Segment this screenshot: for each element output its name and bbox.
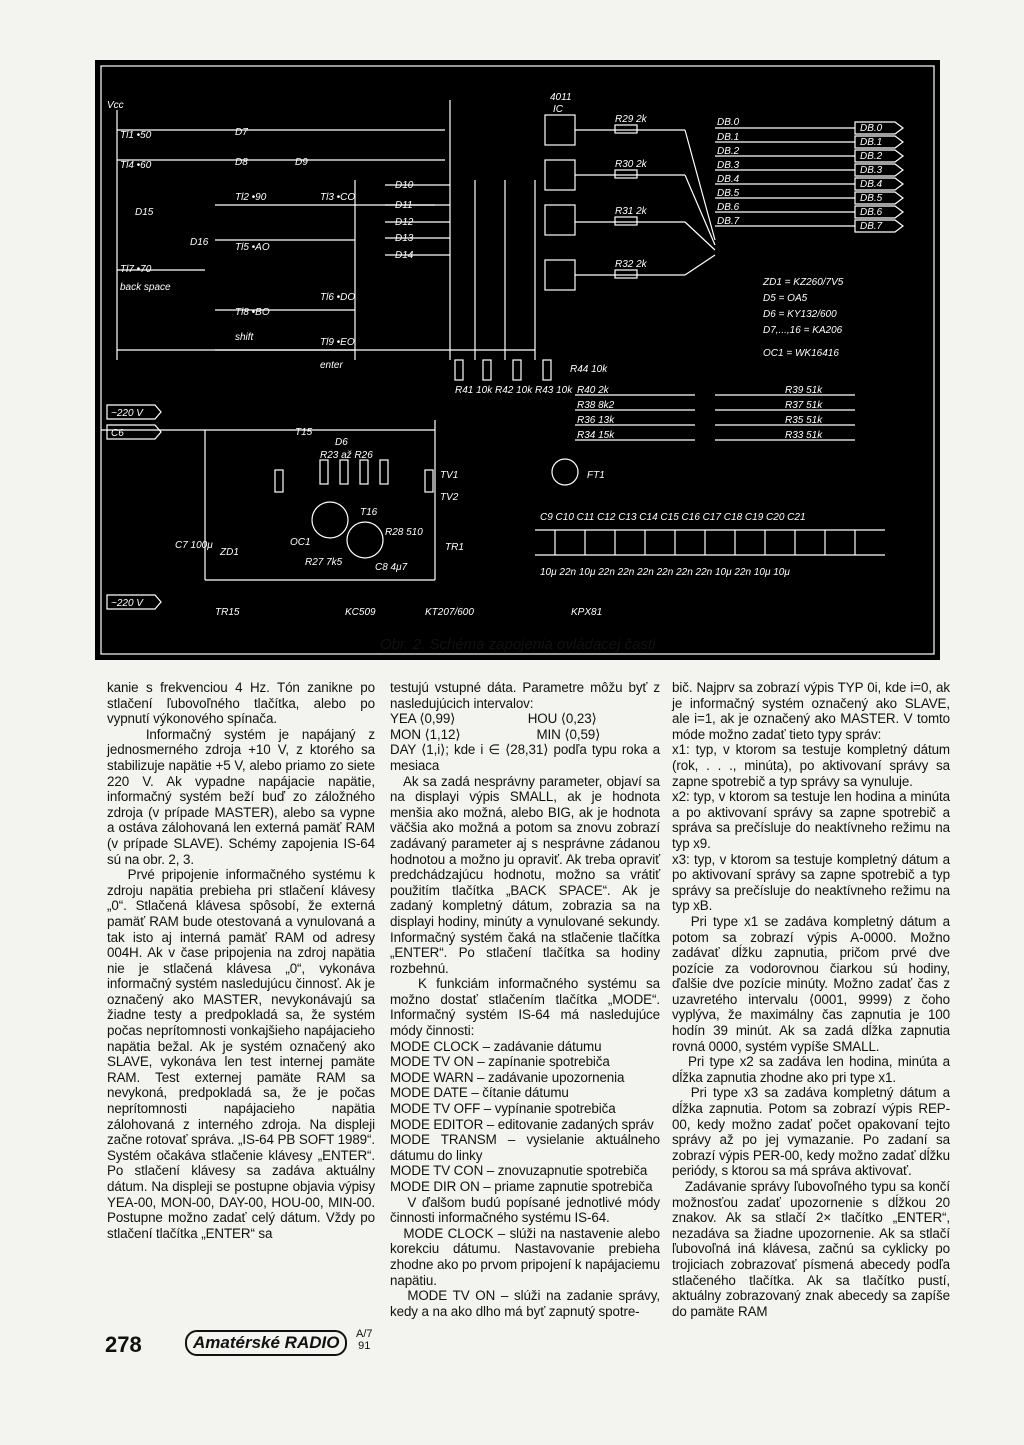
caps-label: C9 C10 C11 C12 C13 C14 C15 C16 C17 C18 C19 C20 C21 <box>540 512 806 523</box>
paragraph: Ak sa zadá nesprávny parameter, objaví sa na displayi výpis SMALL, ak je hodnota menšia ako možná, alebo BIG, ak je hodnota väčšia ako možná a potom sa znovu zobrazí zadávaný parameter aj s nesprávne zádanou hodnotou a možno ju opraviť. Ak treba opraviť predchádzajúcu hodnotu, možno sa vrátiť použitím tlačítka „BACK SPACE“. Ak je zadaný kompletný dátum, zobrazia sa na displayi hodiny, minúty a vynulované sekundy. Informačný systém čaká na stlačenie tlačítka „ENTER“. Po stlačení tlačítka sa hodiny rozbehnú. <box>390 773 664 976</box>
legend-line: D6 = KY132/600 <box>763 309 837 320</box>
connector-label: DB.7 <box>860 221 883 232</box>
key-label: back space <box>120 282 171 293</box>
legend-line: ZD1 = KZ260/7V5 <box>763 277 844 288</box>
key-label: Tl7 •70 <box>120 264 152 275</box>
resistor-label: R32 2k <box>615 259 647 270</box>
paragraph: Prvé pripojenie informačného systému k zdroju napätia prebieha pri stlačení klávesy „0“. Stlačená klávesa spôsobí, že externá pamäť RAM bude otestovaná a vynulovaná a tak isto aj interná pamäť RAM od adresy 004H. Ak v čase pripojenia na zdroj napätia nie je stlačená klávesa „0“, vykonáva informačný systém nasledujúcu činnosť. Ak je označený ako MASTER, nevykonávajú sa žiadne testy a predpokladá sa, že systém počas neprítomnosti vonkajšieho napájacieho napätia bežal. Ak je systém označený ako SLAVE, vykonáva len test internej pamäte RAM. Test externej pamäte RAM sa nevykoná, predpokladá sa, že je počas neprítomnosti napájacieho napätia zálohovaná z interného zdroja. Na displeji začne rotovať správa. „IS-64 PB SOFT 1989“. Systém očakáva stlačenie klávesy „ENTER“. Po stlačení klávesy sa zadáva aktuálny dátum. Na displeji se postupne objavia výpisy YEA-00, MON-00, DAY-00, HOU-00, MIN-00. Postupne možno zadať celý dátum. Vždy po stlačení tlačítka „ENTER“ sa <box>107 867 379 1241</box>
resistor-label: R36 13k <box>577 415 615 426</box>
text-column-2 <box>390 680 664 1319</box>
bus-label: DB.1 <box>717 132 740 143</box>
paragraph: V ďalšom budú popísané jednotlivé módy činnosti informačného systému IS-64. <box>390 1194 664 1226</box>
power-label: ~220 V <box>111 598 143 609</box>
part-label: R23 až R26 <box>320 450 373 461</box>
figure-caption: Obr. 2. Schéma zapojenia ovládacej časti <box>380 636 656 653</box>
resistor-label: R43 10k <box>535 385 573 396</box>
connector-label: DB.5 <box>860 193 883 204</box>
part-label: T15 <box>295 427 313 438</box>
mode-item: MODE TV OFF – vypínanie spotrebiča <box>390 1101 616 1117</box>
part-label: TV2 <box>440 492 459 503</box>
text-column-3 <box>672 680 954 1319</box>
key-label: Tl2 •90 <box>235 192 267 203</box>
page-number: 278 <box>105 1332 142 1357</box>
paragraph: kanie s frekvenciou 4 Hz. Tón zanikne po stlačení ľubovoľného tlačítka, alebo po vypnutí výkonového spínača. <box>107 680 379 727</box>
mode-item: MODE TRANSM – vysielanie aktuálneho dátumu do linky <box>390 1132 664 1163</box>
part-label: R28 510 <box>385 527 423 538</box>
diode-label: D16 <box>190 237 209 248</box>
part-label: KPX81 <box>571 607 603 618</box>
bus-label: DB.4 <box>717 174 740 185</box>
paragraph: Pri type x1 se zadáva kompletný dátum a potom sa zobrazí výpis A-0000. Možno zadávať dĺžku zapnutia, pričom prvé dve pozície za vodorovnou čiarkou sú hodiny, ďalšie dve pozície minúty. Možno zadať čas z uzavretého intervalu ⟨0001, 9999⟩ z čoho vyplýva, že maximálny čas zapnutia je 100 hodín 39 minút. Ak sa zadá dĺžka zapnutia rovná 0000, systém vypíše SMALL. <box>672 913 954 1054</box>
paragraph: x2: typ, v ktorom sa testuje len hodina a minúta a po aktivovaní správy sa zapne spotrebič a správa sa prečísluje do neaktívneho režimu na typ x9. <box>672 789 954 851</box>
resistor-label: R37 51k <box>785 400 823 411</box>
magazine-logo: Amatérské RADIO <box>185 1330 347 1356</box>
power-label: ~220 V <box>111 408 143 419</box>
key-label: Tl5 •AO <box>235 242 270 253</box>
bus-label: DB.0 <box>717 117 740 128</box>
interval-line: MON ⟨1,12⟩ MIN ⟨0,59⟩ <box>390 726 601 742</box>
resistor-label: R39 51k <box>785 385 823 396</box>
diode-label: D7 <box>235 127 248 138</box>
bus-label: DB.5 <box>717 188 740 199</box>
part-label: TR1 <box>445 542 464 553</box>
ic-label: IC <box>553 104 563 115</box>
ic-name: 4011 <box>550 92 572 103</box>
diode-label: D8 <box>235 157 248 168</box>
text-column-1 <box>107 680 379 1241</box>
mode-item: MODE DATE – čítanie dátumu <box>390 1085 569 1101</box>
part-label: ZD1 <box>220 547 239 558</box>
paragraph: x3: typ, v ktorom sa testuje kompletný dátum a po aktivovaní správy sa zapne spotrebič a typ správy sa prečísluje do neaktívneho režimu na typ xB. <box>672 851 954 914</box>
resistor-label: R29 2k <box>615 114 647 125</box>
part-label: KT207/600 <box>425 607 474 618</box>
key-label: Tl1 •50 <box>120 130 152 141</box>
mode-item: MODE WARN – zadávanie upozornenia <box>390 1069 625 1085</box>
part-label: TV1 <box>440 470 459 481</box>
part-label: T16 <box>360 507 378 518</box>
power-label: C6 <box>111 428 124 439</box>
connector-label: DB.3 <box>860 165 883 176</box>
bus-label: DB.3 <box>717 160 740 171</box>
resistor-label: R41 10k <box>455 385 493 396</box>
connector-label: DB.1 <box>860 137 883 148</box>
part-label: KC509 <box>345 607 376 618</box>
diode-label: D12 <box>395 217 414 228</box>
paragraph: x1: typ, v ktorom sa testuje kompletný dátum (rok, . . ., minúta), po aktivovaní správy sa zapne spotrebič a typ správy sa vynuluje. <box>672 742 954 789</box>
key-label: Tl3 •CO <box>320 192 356 203</box>
part-label: OC1 <box>290 537 311 548</box>
mode-item: MODE DIR ON – priame zapnutie spotrebiča <box>390 1179 653 1194</box>
paragraph: Informačný systém je napájaný z jednosmerného zdroja +10 V, z ktorého sa stabilizuje napätie +5 V, alebo priamo zo siete 220 V. Ak vypadne napájacie napätie, informačný systém beží buď zo záložného zdroja (v prípade MASTER), alebo sa vypne a ostáva zálohovaná len externá pamäť RAM (v prípade SLAVE). Schémy zapojenia IS-64 sú na obr. 2, 3. <box>107 726 379 867</box>
connector-label: DB.6 <box>860 207 883 218</box>
mode-item: MODE TV ON – zapínanie spotrebiča <box>390 1054 610 1070</box>
bus-label: DB.7 <box>717 216 740 227</box>
diode-label: D13 <box>395 233 414 244</box>
part-label: R27 7k5 <box>305 557 343 568</box>
resistor-label: R38 8k2 <box>577 400 615 411</box>
resistor-label: R44 10k <box>570 364 608 375</box>
part-label: C8 4μ7 <box>375 562 408 573</box>
legend-line: D7,...,16 = KA206 <box>763 325 843 336</box>
circuit-schematic <box>95 60 940 660</box>
diode-label: D14 <box>395 250 414 261</box>
schematic-drawing <box>95 60 940 660</box>
key-label: Tl4 •60 <box>120 160 152 171</box>
mode-item: MODE CLOCK – zadávanie dátumu <box>390 1038 602 1054</box>
key-label: Tl6 •DO <box>320 292 356 303</box>
paragraph: K funkciám informačného systému sa možno dostať stlačením tlačítka „MODE“. Informačný systém IS-64 má nasledujúce módy činnosti: <box>390 976 664 1039</box>
paragraph: Pri type x3 sa zadáva kompletný dátum a dĺžka zapnutia. Potom sa zobrazí výpis REP-00, kedy možno zadať počet opakovaní tejto správy až po jej vymazanie. Po zadaní sa zobrazí výpis PER-00, kedy možno zadať dĺžku periódy, s ktorou sa má správa aktivovať. <box>672 1085 954 1179</box>
part-label: C7 100μ <box>175 540 213 551</box>
resistor-label: R30 2k <box>615 159 647 170</box>
part-label: TR15 <box>215 607 240 618</box>
resistor-label: R33 51k <box>785 430 823 441</box>
resistor-label: R42 10k <box>495 385 533 396</box>
connector-label: DB.4 <box>860 179 883 190</box>
key-label: shift <box>235 332 254 343</box>
paragraph: MODE CLOCK – slúži na nastavenie alebo korekciu dátumu. Nastavovanie prebieha zhodne ako po prvom pripojení k napájaciemu napätiu. <box>390 1225 664 1288</box>
bus-label: DB.6 <box>717 202 740 213</box>
resistor-label: R34 15k <box>577 430 615 441</box>
cap-values: 10μ 22n 10μ 22n 22n 22n 22n 22n 22n 10μ 22n 10μ 10μ <box>540 567 790 578</box>
resistor-label: R40 2k <box>577 385 609 396</box>
paragraph: Zadávanie správy ľubovoľného typu sa končí možnosťou zadať upozornenie s dĺžkou 20 znakov. Ak sa stlačí 2× tlačítko „ENTER“, nezadáva sa žiadne upozornenie. Ak sa stlačí ľubovoľná iná klávesa, začnú sa cyklicky po trojiciach zobrazovať písmená abecedy podľa stlačeného tlačítka. Ak sa tlačítko pustí, aktuálny zobrazovaný znak abecedy sa zapíše do pamäte RAM <box>672 1179 954 1319</box>
bus-label: DB.2 <box>717 146 740 157</box>
mode-item: MODE EDITOR – editovanie zadaných správ <box>390 1116 654 1132</box>
interval-line: DAY ⟨1,i⟩; kde i ∈ ⟨28,31⟩ podľa typu roka a mesiaca <box>390 742 664 773</box>
paragraph: Pri type x2 sa zadáva len hodina, minúta a dĺžka zapnutia zhodne ako pri type x1. <box>672 1054 954 1085</box>
resistor-label: R31 2k <box>615 206 647 217</box>
key-label: Tl8 •BO <box>235 307 270 318</box>
key-label: Tl9 •EO <box>320 337 355 348</box>
diode-label: D15 <box>135 207 154 218</box>
mode-item: MODE TV CON – znovuzapnutie spotrebiča <box>390 1163 648 1179</box>
paragraph: testujú vstupné dáta. Parametre môžu byť z nasledujúcich intervalov: <box>390 680 664 711</box>
connector-label: DB.2 <box>860 151 883 162</box>
paragraph: MODE TV ON – slúži na zadanie správy, kedy a na ako dlho má byť zapnutý spotre- <box>390 1288 664 1319</box>
paragraph: bič. Najprv sa zobrazí výpis TYP 0i, kde i=0, ak je informačný systém označený ako SLAVE, ale i=1, ak je označený ako MASTER. V tomto móde možno zadať tieto typy správ: <box>672 680 954 742</box>
connector-label: DB.0 <box>860 123 883 134</box>
key-label: enter <box>320 360 343 371</box>
part-label: FT1 <box>587 470 605 481</box>
issue-number: A/7 91 <box>356 1328 373 1352</box>
resistor-label: R35 51k <box>785 415 823 426</box>
interval-line: YEA ⟨0,99⟩ HOU ⟨0,23⟩ <box>390 711 597 727</box>
diode-label: D11 <box>395 200 413 211</box>
legend-line: OC1 = WK16416 <box>763 348 839 359</box>
diode-label: D10 <box>395 180 414 191</box>
diode-label: D9 <box>295 157 308 168</box>
legend-line: D5 = OA5 <box>763 293 808 304</box>
part-label: D6 <box>335 437 348 448</box>
vcc-label: Vcc <box>107 100 124 111</box>
